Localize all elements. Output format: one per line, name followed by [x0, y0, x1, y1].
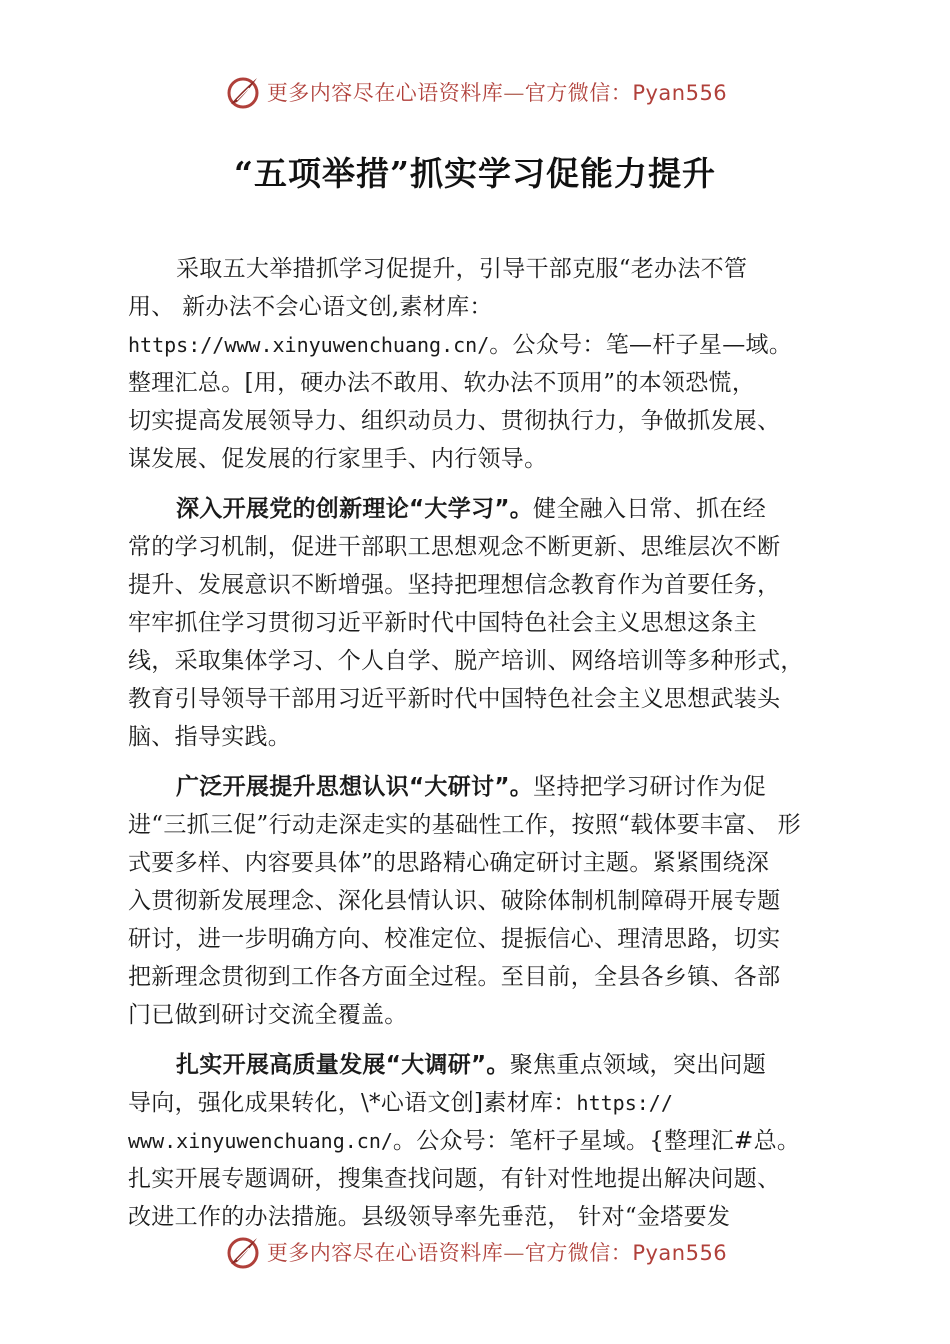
text-line: 提升、发展意识不断增强。坚持把理想信念教育作为首要任务，: [128, 572, 781, 598]
line-text: 聚焦重点领域，突出问题: [509, 1052, 767, 1078]
watermark-label: 官方微信：: [524, 81, 633, 105]
paragraph-lead: 扎实开展高质量发展“大调研”。: [176, 1052, 510, 1078]
text-line: 整理汇总。[用，硬办法不敢用、软办法不顶用”的本领恐慌，: [128, 370, 756, 396]
text-line: 脑、指导实践。: [128, 724, 292, 750]
line-text: 导向，强化成果转化，\*心语文创]素材库：: [128, 1090, 577, 1116]
text-line: 牢牢抓住学习贯彻习近平新时代中国特色社会主义思想这条主: [128, 610, 758, 636]
watermark-text: [267, 1237, 727, 1267]
document-body: [128, 250, 842, 1248]
watermark-text: [267, 77, 727, 107]
text-line: [128, 326, 842, 364]
text-line: [128, 1122, 842, 1160]
footer-watermark-banner: [0, 1232, 950, 1272]
line-text: 健全融入日常、抓在经: [533, 496, 767, 522]
paragraph-discussion: [128, 768, 842, 1034]
watermark-label: 官方微信：: [524, 1241, 633, 1265]
url-text: https://www.xinyuwenchuang.cn/: [128, 333, 490, 357]
text-line: 研讨，进一步明确方向、校准定位、提振信心、理清思路，切实: [128, 926, 781, 952]
red-circle-quill-logo-icon: [223, 72, 263, 112]
red-circle-quill-logo-icon: [223, 1232, 263, 1272]
text-line: [128, 768, 842, 806]
text-line: 切实提高发展领导力、组织动员力、贯彻执行力，争做抓发展、: [128, 408, 781, 434]
line-text: 坚持把学习研讨作为促: [533, 774, 767, 800]
text-line: [128, 1046, 842, 1084]
text-line: 入贯彻新发展理念、深化县情认识、破除体制机制障碍开展专题: [128, 888, 781, 914]
paragraph-lead: 深入开展党的创新理论“大学习”。: [176, 496, 534, 522]
text-line: 采取五大举措抓学习促提升，引导干部克服“老办法不管: [176, 256, 748, 282]
watermark-main-text: 更多内容尽在心语资料库: [266, 1241, 504, 1265]
paragraph-research: [128, 1046, 842, 1236]
watermark-dash: —: [503, 1241, 525, 1265]
watermark-handle: Pyan556: [632, 81, 728, 105]
url-text: www.xinyuwenchuang.cn/: [128, 1129, 393, 1153]
text-line: 谋发展、促发展的行家里手、内行领导。: [128, 446, 548, 472]
watermark-main-text: 更多内容尽在心语资料库: [266, 81, 504, 105]
url-text: https://: [576, 1091, 673, 1115]
text-line: [128, 1084, 842, 1122]
text-line: 把新理念贯彻到工作各方面全过程。至目前，全县各乡镇、各部: [128, 964, 781, 990]
header-watermark-banner: [0, 72, 950, 112]
line-text: 。公众号：笔杆子星域。{整理汇#总。: [392, 1128, 801, 1154]
document-title: “五项举措”抓实学习促能力提升: [234, 154, 716, 193]
text-line: 门已做到研讨交流全覆盖。: [128, 1002, 408, 1028]
paragraph-intro: [128, 250, 842, 478]
text-line: 扎实开展专题调研，搜集查找问题，有针对性地提出解决问题、: [128, 1166, 781, 1192]
watermark-dash: —: [503, 81, 525, 105]
paragraph-study: [128, 490, 842, 756]
text-line: 改进工作的办法措施。县级领导率先垂范， 针对“金塔要发: [128, 1204, 731, 1230]
text-line: 用、 新办法不会心语文创,素材库：: [128, 294, 493, 320]
text-line: [128, 490, 842, 528]
text-line: 常的学习机制，促进干部职工思想观念不断更新、思维层次不断: [128, 534, 781, 560]
text-line: 式要多样、内容要具体”的思路精心确定研讨主题。紧紧围绕深: [128, 850, 770, 876]
line-text: 。公众号：笔—杆子星—域。: [489, 332, 793, 358]
paragraph-lead: 广泛开展提升思想认识“大研讨”。: [176, 774, 534, 800]
text-line: 线，采取集体学习、个人自学、脱产培训、网络培训等多种形式，: [128, 648, 804, 674]
watermark-handle: Pyan556: [632, 1241, 728, 1265]
text-line: 教育引导领导干部用习近平新时代中国特色社会主义思想武装头: [128, 686, 781, 712]
text-line: 进“三抓三促”行动走深走实的基础性工作，按照“载体要丰富、 形: [128, 812, 801, 838]
